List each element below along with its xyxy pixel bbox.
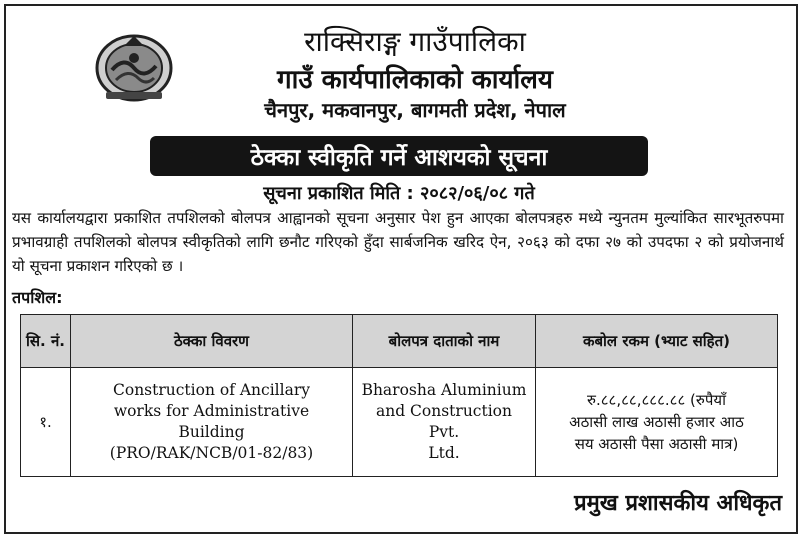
bidder-line: Ltd.	[428, 444, 460, 462]
table-row	[21, 368, 778, 477]
header-serial: सि. नं.	[21, 315, 71, 368]
signatory-title: प्रमुख प्रशासकीय अधिकृत	[574, 491, 782, 516]
amount-line: रु.८८,८८,८८८.८८ (रुपैयाँ	[587, 391, 726, 409]
description-line: (PRO/RAK/NCB/01-82/83)	[109, 444, 314, 462]
description-line: Building	[178, 423, 245, 441]
office-address: चैनपुर, मकवानपुर, बागमती प्रदेश, नेपाल	[264, 98, 566, 122]
header-bid-amount: कबोल रकम (भ्याट सहित)	[536, 315, 778, 368]
bidder-line: Bharosha Aluminium	[361, 381, 527, 399]
description-line: works for Administrative	[113, 402, 310, 420]
header-contract-description: ठेक्का विवरण	[71, 315, 353, 368]
table-header-row	[21, 315, 778, 368]
municipality-name: राक्सिराङ्ग गाउँपालिका	[304, 25, 526, 58]
notice-body: यस कार्यालयद्वारा प्रकाशित तपशिलको बोलपत्र आह्वानको सूचना अनुसार पेश हुन आएका बोलपत्रहरु मध्ये न्युनतम मुल्यांकित सारभूतरुपमा प्रभावग्राही तपशिलको बोलपत्र स्वीकृतिको लागि छनौट गरिएको हुँदा सार्बजनिक खरिद ऐन, २०६३ को दफा २७ को उपदफा २ को प्रयोजनार्थ यो सूचना प्रकाशन गरिएको छ ।	[12, 209, 784, 275]
cell-serial: १.	[21, 368, 71, 477]
cell-bid-amount	[536, 368, 778, 477]
cell-bidder-name	[353, 368, 536, 477]
office-name: गाउँ कार्यपालिकाको कार्यालय	[277, 65, 553, 95]
published-date: सूचना प्रकाशित मिति : २०८२/०६/०८ गते	[263, 183, 535, 204]
list-label: तपशिल:	[12, 288, 63, 307]
bidder-line: and Construction Pvt.	[375, 402, 512, 441]
amount-line: सय अठासी पैसा अठासी मात्र)	[574, 435, 739, 453]
nepal-emblem-icon	[94, 28, 174, 102]
notice-title-banner	[150, 136, 648, 176]
header-bidder-name: बोलपत्र दाताको नाम	[353, 315, 536, 368]
cell-contract-description	[71, 368, 353, 477]
contract-table	[20, 314, 778, 477]
amount-line: अठासी लाख अठासी हजार आठ	[569, 413, 744, 431]
description-line: Construction of Ancillary	[113, 381, 310, 399]
notice-title: ठेक्का स्वीकृति गर्ने आशयको सूचना	[250, 145, 548, 171]
